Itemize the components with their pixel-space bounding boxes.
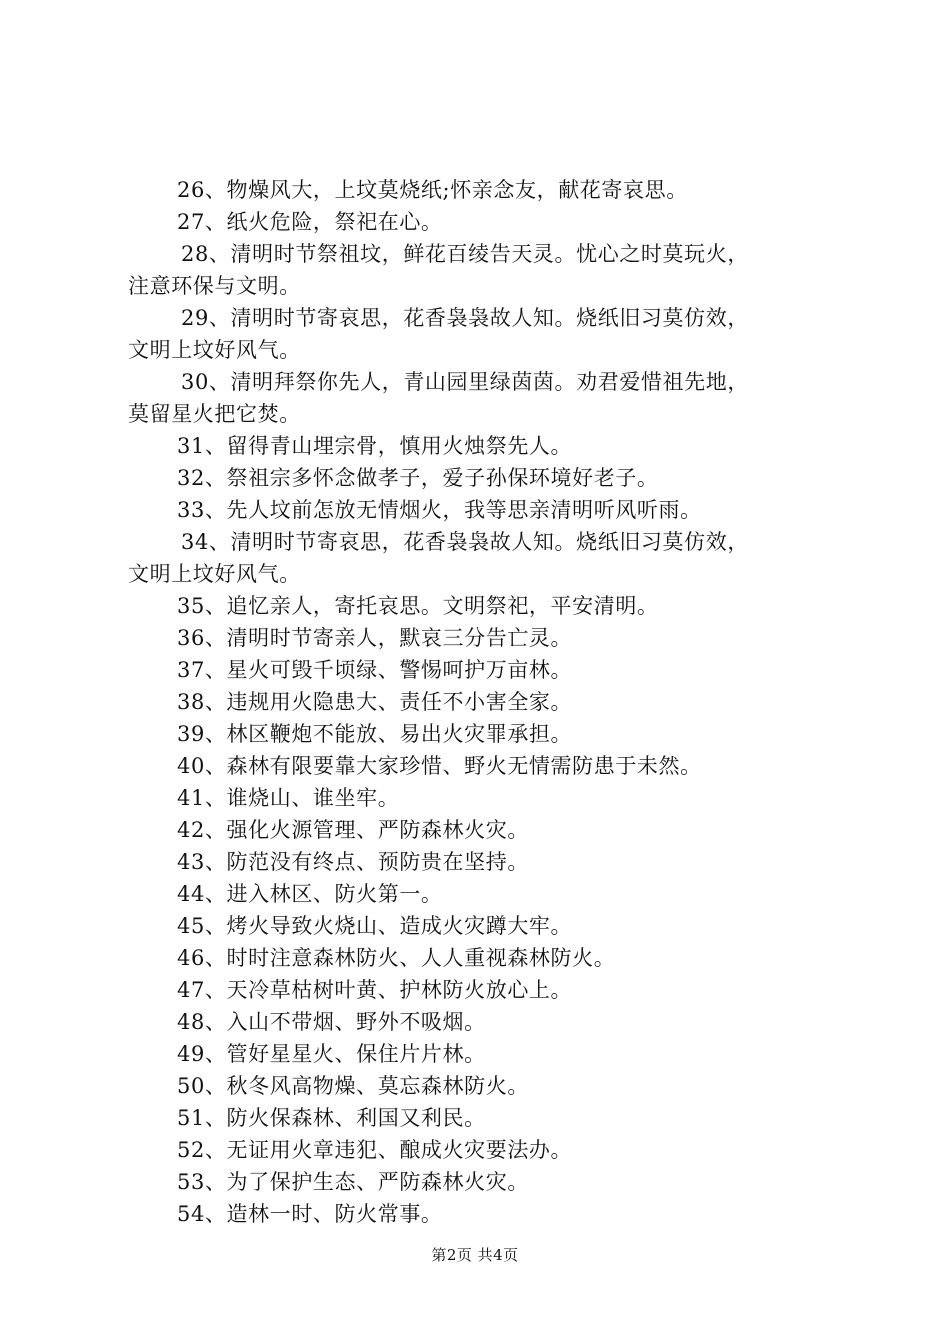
text-line: 45、烤火导致火烧山、造成火灾蹲大牢。 bbox=[177, 914, 573, 938]
text-line: 36、清明时节寄亲人，默哀三分告亡灵。 bbox=[177, 626, 573, 650]
text-line: 52、无证用火章违犯、酿成火灾要法办。 bbox=[177, 1138, 573, 1162]
text-line: 26、物燥风大，上坟莫烧纸;怀亲念友，献花寄哀思。 bbox=[177, 178, 688, 202]
text-line: 35、追忆亲人，寄托哀思。文明祭祀，平安清明。 bbox=[177, 594, 659, 618]
text-line: 54、造林一时、防火常事。 bbox=[177, 1202, 443, 1226]
text-line: 44、进入林区、防火第一。 bbox=[177, 882, 443, 906]
text-line: 49、管好星星火、保住片片林。 bbox=[177, 1042, 486, 1066]
text-line: 33、先人坟前怎放无情烟火，我等思亲清明听风听雨。 bbox=[177, 498, 702, 522]
page-number: 第2页 共4页 bbox=[431, 1246, 519, 1264]
text-line: 43、防范没有终点、预防贵在坚持。 bbox=[177, 850, 529, 874]
text-line: 42、强化火源管理、严防森林火灾。 bbox=[177, 818, 529, 842]
text-line: 53、为了保护生态、严防森林火灾。 bbox=[177, 1170, 529, 1194]
text-line: 40、森林有限要靠大家珍惜、野火无情需防患于未然。 bbox=[177, 754, 702, 778]
text-line: 27、纸火危险，祭祀在心。 bbox=[177, 210, 443, 234]
text-line: 38、违规用火隐患大、责任不小害全家。 bbox=[177, 690, 573, 714]
text-line: 37、星火可毁千顷绿、警惕呵护万亩林。 bbox=[177, 658, 573, 682]
text-line: 41、谁烧山、谁坐牢。 bbox=[177, 786, 400, 810]
text-line: 48、入山不带烟、野外不吸烟。 bbox=[177, 1010, 486, 1034]
text-line: 39、林区鞭炮不能放、易出火灾罪承担。 bbox=[177, 722, 573, 746]
text-line: 29、清明时节寄哀思，花香袅袅故人知。烧纸旧习莫仿效， bbox=[181, 306, 749, 330]
page-footer bbox=[0, 1244, 950, 1265]
text-line-continuation: 文明上坟好风气。 bbox=[128, 562, 301, 586]
text-line: 30、清明拜祭你先人，青山园里绿茵茵。劝君爱惜祖先地， bbox=[181, 370, 749, 394]
text-line-continuation: 文明上坟好风气。 bbox=[128, 338, 301, 362]
text-line: 28、清明时节祭祖坟，鲜花百绫告天灵。忧心之时莫玩火， bbox=[181, 242, 749, 266]
document-body bbox=[128, 174, 828, 1230]
text-line-continuation: 注意环保与文明。 bbox=[128, 274, 301, 298]
text-line: 31、留得青山埋宗骨，慎用火烛祭先人。 bbox=[177, 434, 573, 458]
text-line: 32、祭祖宗多怀念做孝子，爱子孙保环境好老子。 bbox=[177, 466, 659, 490]
text-line: 46、时时注意森林防火、人人重视森林防火。 bbox=[177, 946, 616, 970]
text-line: 50、秋冬风高物燥、莫忘森林防火。 bbox=[177, 1074, 529, 1098]
text-line: 47、天冷草枯树叶黄、护林防火放心上。 bbox=[177, 978, 573, 1002]
text-line: 34、清明时节寄哀思，花香袅袅故人知。烧纸旧习莫仿效， bbox=[181, 530, 749, 554]
text-line: 51、防火保森林、利国又利民。 bbox=[177, 1106, 486, 1130]
text-line-continuation: 莫留星火把它焚。 bbox=[128, 402, 301, 426]
